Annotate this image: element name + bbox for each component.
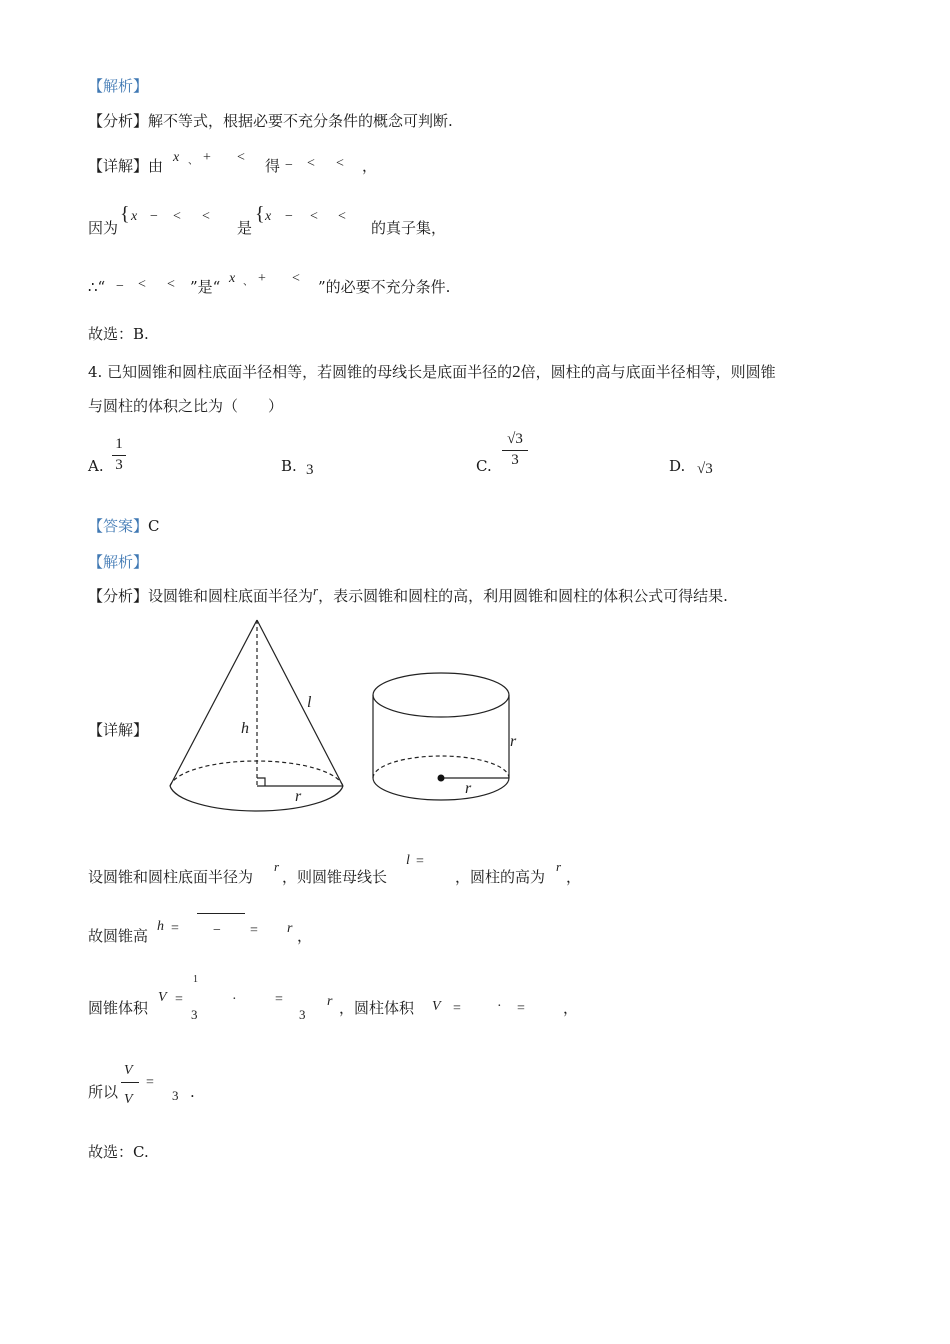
math-eq: = [275,992,283,1007]
math-x: x [265,209,272,224]
math-minus: − [150,209,158,224]
analysis-line [88,114,453,129]
detail-line-2: 因为 [88,219,119,237]
cone-label-h: h [241,720,249,737]
detail-text: ， [297,927,313,945]
choice-line: 故选：C. [88,1143,149,1161]
math-brace: { [120,203,130,225]
math-eq: = [250,923,258,938]
detail-text: ，则圆锥母线长 [282,868,388,886]
fraction-numerator: 1 [115,436,123,452]
math-three: 3 [191,1007,198,1022]
detail-text: ”的必要不充分条件. [318,278,451,296]
option-c-fraction [502,432,528,468]
cone-label-r: r [295,788,302,805]
math-V: V [124,1063,133,1078]
option-d-label: D. [669,457,686,475]
answer-line [88,519,160,534]
cone-right-angle [257,778,265,786]
option-d-value: √3 [697,461,713,477]
math-plus: + [203,150,211,165]
cylinder-label-r-base: r [465,780,472,797]
choice-line: 故选：B. [88,325,149,343]
math-one: 1 [193,974,198,985]
math-lt: < [173,209,181,224]
detail-line-3: ∴“ [88,278,106,296]
math-l: l [406,853,410,868]
math-lt: < [310,209,318,224]
math-V: V [124,1092,133,1107]
question-stem-number: 2 [512,362,521,381]
math-eq: = [146,1075,154,1090]
analysis-text: 设圆锥和圆柱底面半径为 [148,587,314,605]
question-stem-text: 倍，圆柱的高与底面半径相等，则圆锥 [520,363,776,381]
cone-base-front [170,786,343,811]
math-r: r [327,994,333,1009]
math-eq: = [453,1001,461,1016]
math-x: x [229,271,236,286]
detail-tag: 【详解】 [88,721,149,739]
math-dot: · [232,992,237,1007]
option-b-label: B. [281,457,297,475]
fraction-denominator: 3 [511,452,519,468]
detail-text: 由 [148,157,164,175]
math-dot: · [497,999,502,1014]
math-lt: < [167,277,175,292]
option-a-fraction [112,437,126,473]
math-minus: − [285,158,293,173]
math-minus: − [116,279,124,294]
detail-line-4: 所以 [88,1083,119,1101]
question-stem-text: 4. 已知圆锥和圆柱底面半径相等，若圆锥的母线长是底面半径的 [88,363,513,381]
option-c-label: C. [476,457,492,475]
math-lt: < [202,209,210,224]
analysis-text: ，表示圆锥和圆柱的高，利用圆锥和圆柱的体积公式可得结果. [318,587,728,605]
fraction-bar [112,455,126,456]
math-eq: = [171,921,179,936]
math-x: x [131,209,138,224]
math-h: h [157,919,164,934]
detail-text: 的真子集， [371,219,447,237]
detail-text: 是 [237,219,253,237]
math-lt: < [237,150,245,165]
cylinder-center-dot [438,775,445,782]
math-minus: − [285,209,293,224]
math-r: r [313,583,319,598]
option-a-label: A. [88,457,104,475]
math-eq: = [416,854,424,869]
detail-line-1: 设圆锥和圆柱底面半径为 [88,868,254,886]
math-r: r [556,859,562,874]
math-lt: < [138,277,146,292]
question-stem-2: 与圆柱的体积之比为（ ） [88,397,284,415]
detail-text: ”是“ [190,278,221,296]
math-three: 3 [299,1007,306,1022]
math-three: 3 [172,1088,179,1103]
answer-tag: 【答案】 [88,517,149,535]
math-lt: < [336,156,344,171]
detail-text: 得 [265,157,281,175]
math-x: x [173,150,180,165]
cylinder-label-r-height: r [510,733,517,750]
math-V: V [158,990,167,1005]
cone-label-l: l [307,694,312,711]
detail-line-2: 故圆锥高 [88,927,149,945]
cylinder-top [373,673,509,717]
detail-tag: 【详解】 [88,157,149,175]
answer-value: C [148,517,160,535]
analysis-heading: 【解析】 [88,553,149,571]
math-eq: = [175,992,183,1007]
math-lt: < [307,156,315,171]
sqrt-vinculum [197,913,245,914]
detail-text: ， [563,999,579,1017]
detail-text: ， [362,157,378,175]
question-stem-1 [88,363,776,380]
analysis-text: 解不等式，根据必要不充分条件的概念可判断. [148,112,453,130]
math-lt: < [292,271,300,286]
math-brace: { [255,203,265,225]
math-plus: + [258,271,266,286]
cone-figure [170,620,343,811]
fraction-bar [121,1082,139,1083]
detail-text: . [190,1083,195,1101]
detail-line-1 [88,159,163,174]
math-minus: − [213,923,221,938]
analysis-tag: 【分析】 [88,112,149,130]
math-eq: = [517,1001,525,1016]
detail-line-3: 圆锥体积 [88,999,149,1017]
math-sep: 、 [243,277,253,288]
math-r: r [287,921,293,936]
analysis-tag: 【分析】 [88,587,149,605]
fraction-bar [502,450,528,451]
math-sep: 、 [188,156,198,167]
detail-text: ，圆柱的高为 [455,868,546,886]
math-r: r [274,859,280,874]
fraction-denominator: 3 [115,457,123,473]
cone-cylinder-figure [160,612,530,817]
analysis-heading: 【解析】 [88,77,149,95]
option-b-value: 3 [306,462,314,478]
math-lt: < [338,209,346,224]
detail-text: ， [566,868,582,886]
math-V: V [432,999,441,1014]
fraction-numerator: √3 [507,431,523,447]
analysis-line [88,583,728,605]
detail-text: ，圆柱体积 [339,999,415,1017]
